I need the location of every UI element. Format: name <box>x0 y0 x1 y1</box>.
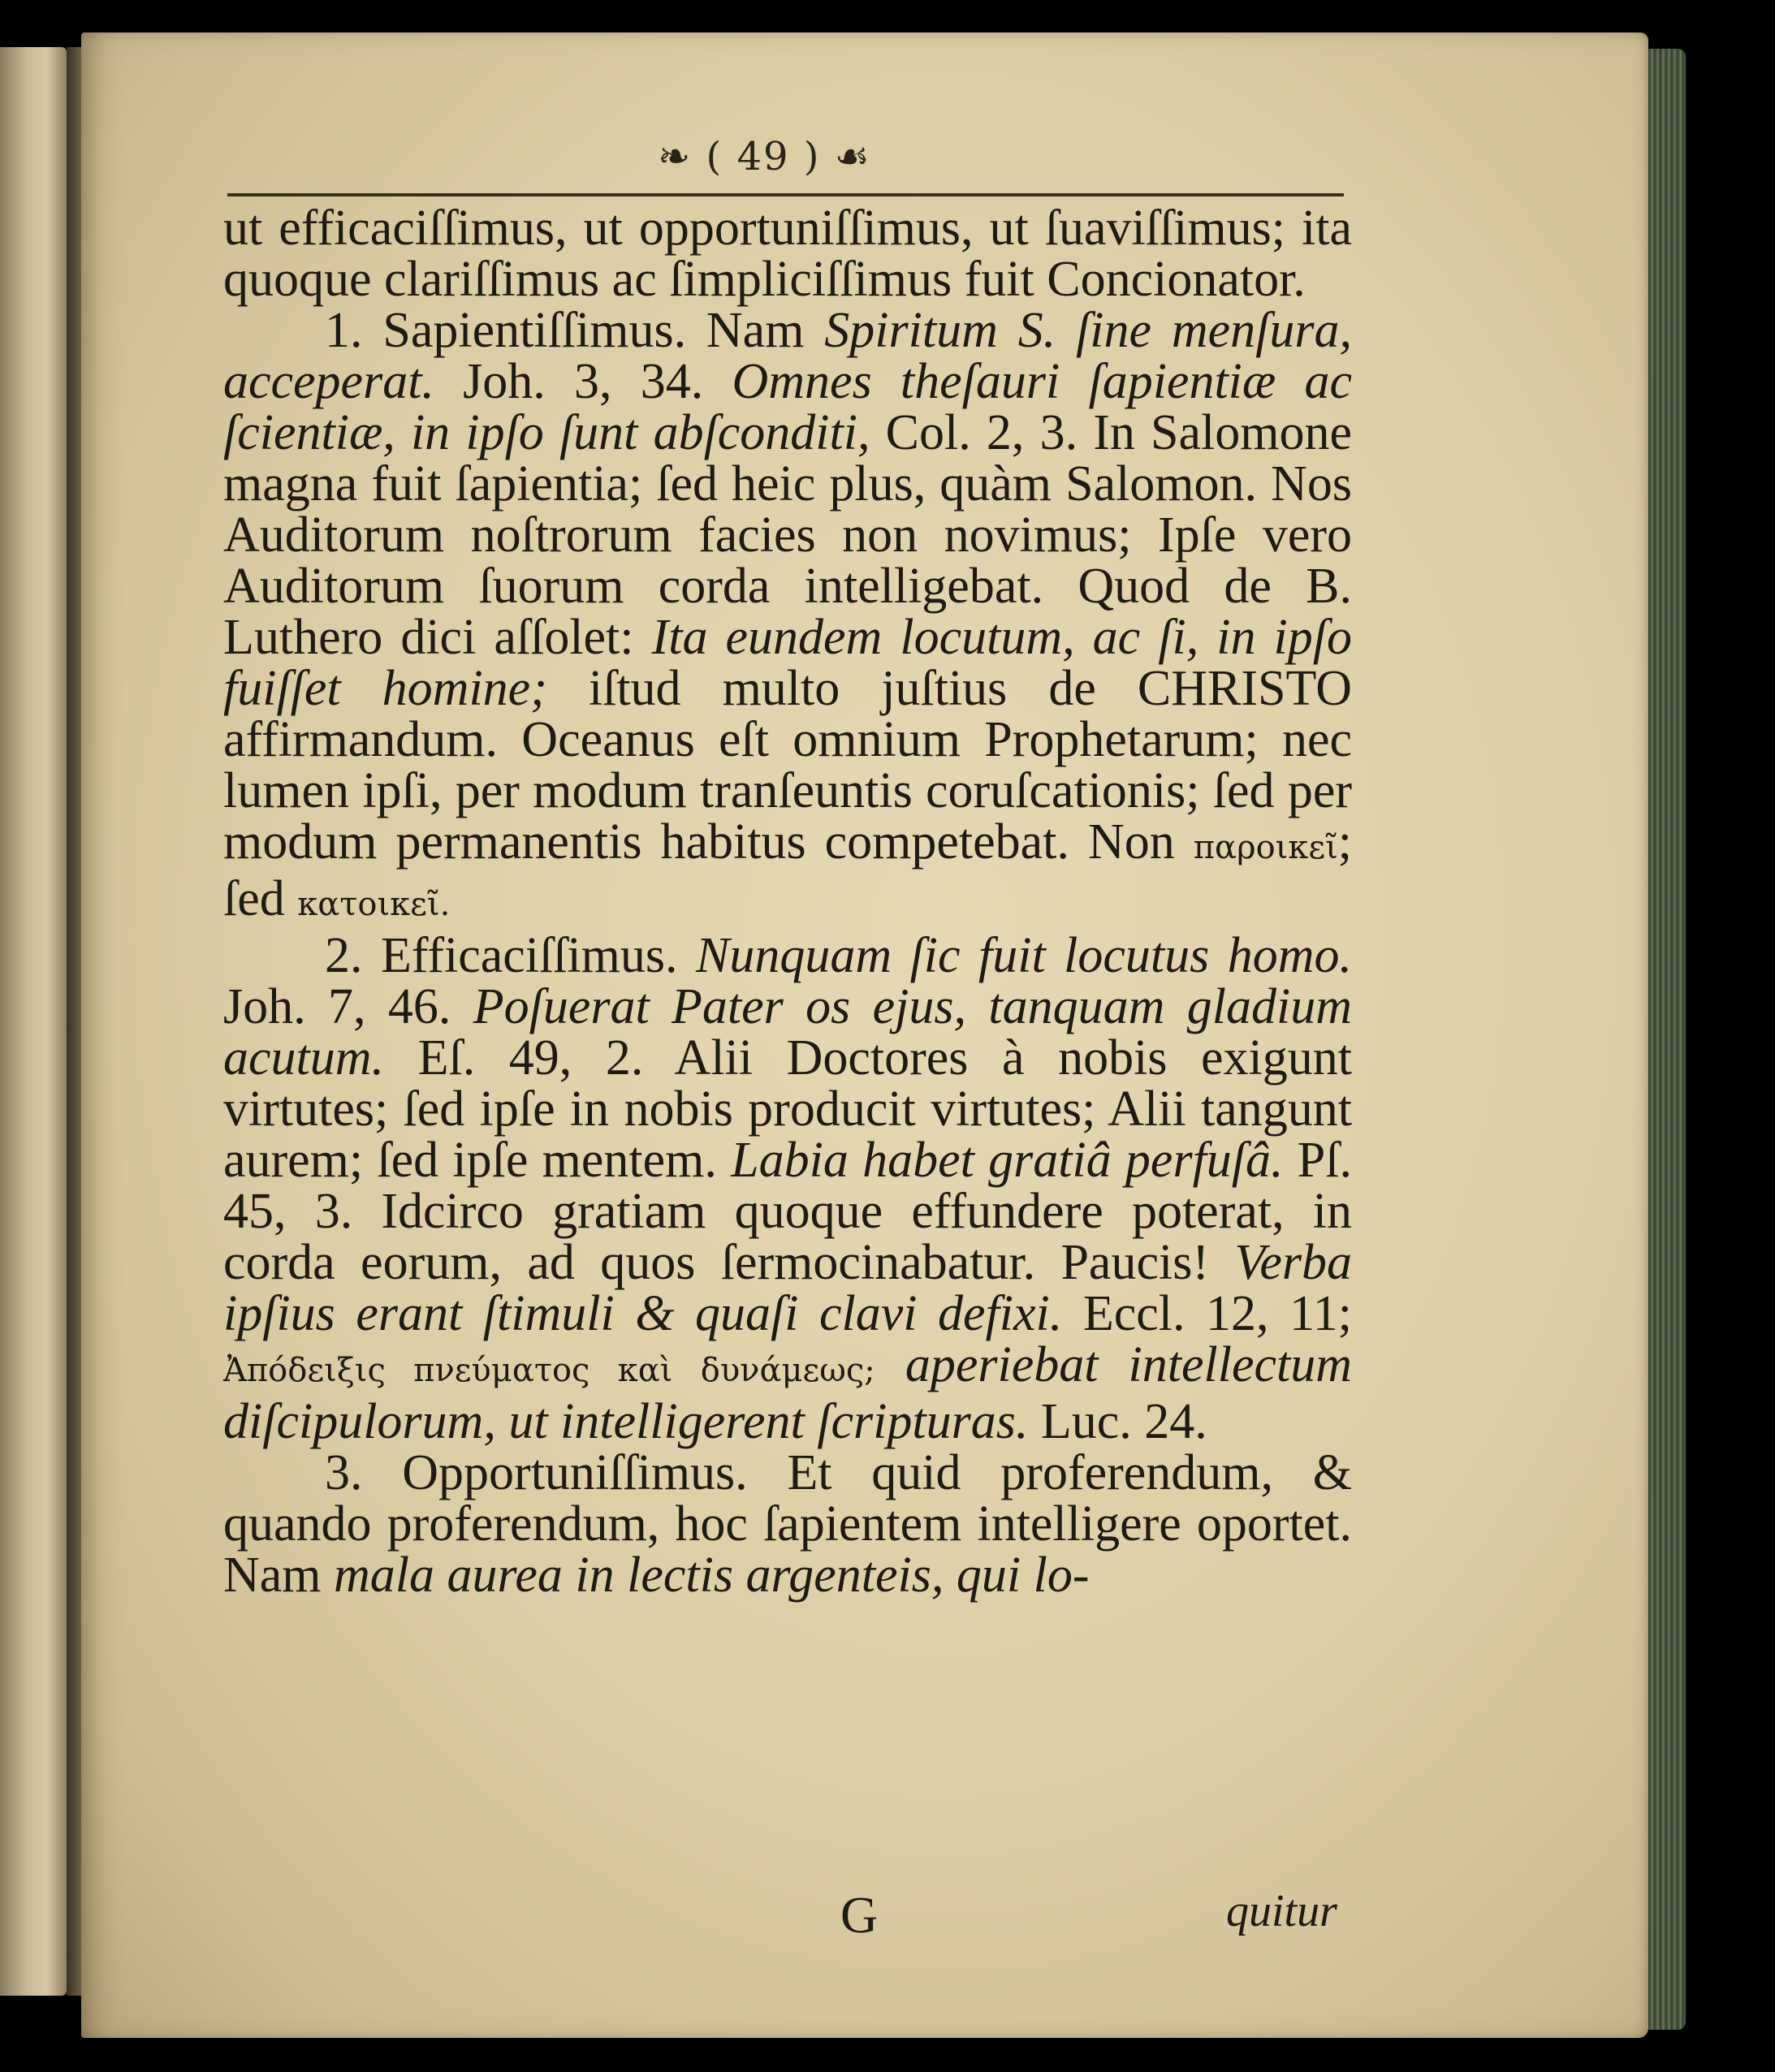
italic-quotation: Spiritum S. ſine menſura, acceperat. <box>223 303 1352 409</box>
italic-quotation: Verba ipſius erant ſtimuli & quaſi clavi defixi. <box>223 1235 1352 1341</box>
header-rule <box>227 193 1344 196</box>
text-run: ut efficaciſſimus, ut opportuniſſimus, ut ſuaviſſimus; ita quoque clariſſimus ac ſimpliciſſimus fuit Concionator. <box>223 201 1352 307</box>
text-run: 1. Sapientiſſimus. Nam <box>325 303 825 358</box>
signature-mark: G <box>840 1886 879 1944</box>
text-run: iſtud multo juſtius de CHRISTO affirmandum. Oceanus eſt omnium Prophetarum; nec lumen ipſi, per modum tranſeuntis coruſcationis; ſed per modum permanentis habitus competebat. Non <box>223 661 1352 870</box>
greek-phrase: κατοικεῖ. <box>297 886 451 923</box>
italic-quotation: aperiebat intellectum diſcipulorum, ut intelligerent ſcripturas. <box>223 1337 1353 1449</box>
text-run: 2. Efficaciſſimus. <box>325 928 696 983</box>
body-text <box>223 203 1352 1601</box>
text-run: ; ſed <box>223 814 1352 926</box>
book-gutter <box>67 47 81 1996</box>
left-page-edge <box>0 47 67 1996</box>
greek-phrase: Ἀπόδειξις πνεύματος καὶ δυνάμεως; <box>223 1352 875 1389</box>
text-run: Eccl. 12, 11; <box>1062 1286 1352 1341</box>
paragraph <box>223 203 1352 305</box>
text-run: Joh. 7, 46. <box>223 979 473 1034</box>
text-run: Col. 2, 3. In Salomone magna fuit ſapientia; ſed heic plus, quàm Salomon. Nos Auditorum noſtrorum facies non novimus; Ipſe vero Auditorum ſuorum corda intelligebat. Quod de B. Luthero dici aſſolet: <box>223 405 1353 665</box>
text-run: 3. Opportuniſſimus. Et quid proferendum, & quando proferendum, hoc ſapientem intelligere oportet. Nam <box>223 1445 1352 1603</box>
italic-quotation: Nunquam ſic fuit locutus homo. <box>696 928 1352 983</box>
page-block-edge <box>1648 49 1686 2030</box>
italic-quotation: Labia habet gratiâ perfuſâ. <box>731 1133 1284 1188</box>
greek-phrase: παροικεῖ <box>1193 829 1338 866</box>
italic-quotation: Ita eundem locutum, ac ſi, in ipſo fuiſſet homine; <box>223 610 1352 716</box>
catchword: quitur <box>1226 1886 1337 1936</box>
paragraph <box>223 305 1352 930</box>
text-run <box>875 1337 905 1392</box>
italic-quotation: Omnes theſauri ſapientiæ ac ſcientiæ, in ipſo ſunt abſconditi, <box>223 354 1353 460</box>
paragraph <box>223 1445 1352 1603</box>
text-run: Eſ. 49, 2. Alii Doctores à nobis exigunt virtutes; ſed ipſe in nobis producit virtutes; Alii tangunt aurem; ſed ipſe mentem. <box>223 1030 1352 1188</box>
text-run: Luc. 24. <box>1028 1394 1207 1449</box>
italic-quotation: Poſuerat Pater os ejus, tanquam gladium acutum. <box>223 979 1352 1086</box>
text-run: Joh. 3, 34. <box>434 354 732 409</box>
page-header: ❧ ( 49 ) ☙ <box>658 134 871 179</box>
italic-quotation: mala aurea in lectis argenteis, qui lo- <box>334 1548 1090 1603</box>
text-run: Pſ. 45, 3. Idcirco gratiam quoque effundere poterat, in corda eorum, ad quos ſermocinabatur. Paucis! <box>223 1133 1352 1290</box>
paragraph <box>223 930 1352 1448</box>
